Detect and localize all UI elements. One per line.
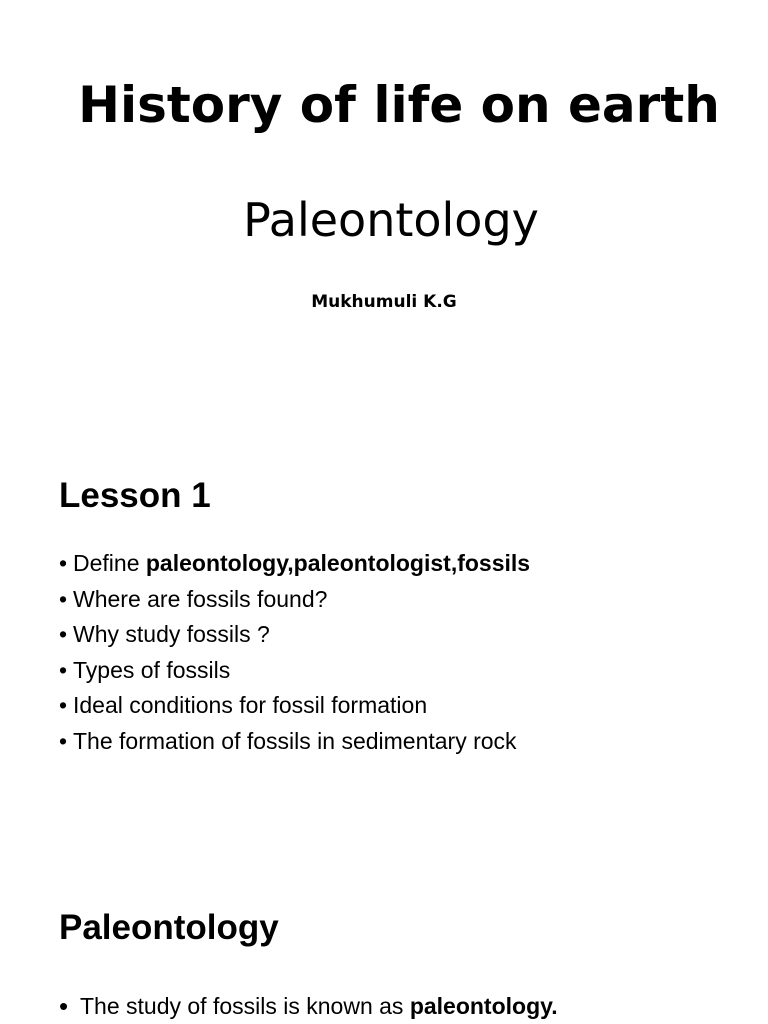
bullet-icon: • [59,692,68,719]
paleontology-heading: Paleontology [59,908,279,947]
bullet-text: Types of fossils [73,656,231,683]
subtitle: Paleontology [243,193,539,247]
list-item [59,986,558,1024]
paleontology-bullet-list [59,986,558,1024]
list-item [59,617,530,653]
main-title: History of life on earth [78,76,720,134]
bullet-icon: • [59,621,68,648]
author-name: Mukhumuli K.G [311,292,457,312]
bullet-text: Where are fossils found? [73,585,328,612]
bullet-text: The formation of fossils in sedimentary rock [73,727,517,754]
list-item [59,653,530,689]
bullet-bold-text: paleontology,paleontologist,fossils [145,550,531,576]
bullet-bold-text: paleontology. [409,993,558,1019]
bullet-text: The study of fossils is known as [80,993,410,1019]
bullet-icon: • [59,656,68,683]
bullet-icon: • [59,550,68,576]
list-item [59,582,530,618]
bullet-icon: • [59,991,69,1021]
list-item [59,688,530,724]
bullet-icon: • [59,585,68,612]
bullet-icon: • [59,727,68,754]
bullet-text: Why study fossils ? [73,621,270,648]
list-item [59,546,530,582]
bullet-text: Ideal conditions for fossil formation [73,692,428,719]
list-item [59,724,530,760]
lesson-bullet-list [59,546,530,760]
bullet-text: Define [73,550,146,576]
lesson-heading: Lesson 1 [59,476,211,515]
